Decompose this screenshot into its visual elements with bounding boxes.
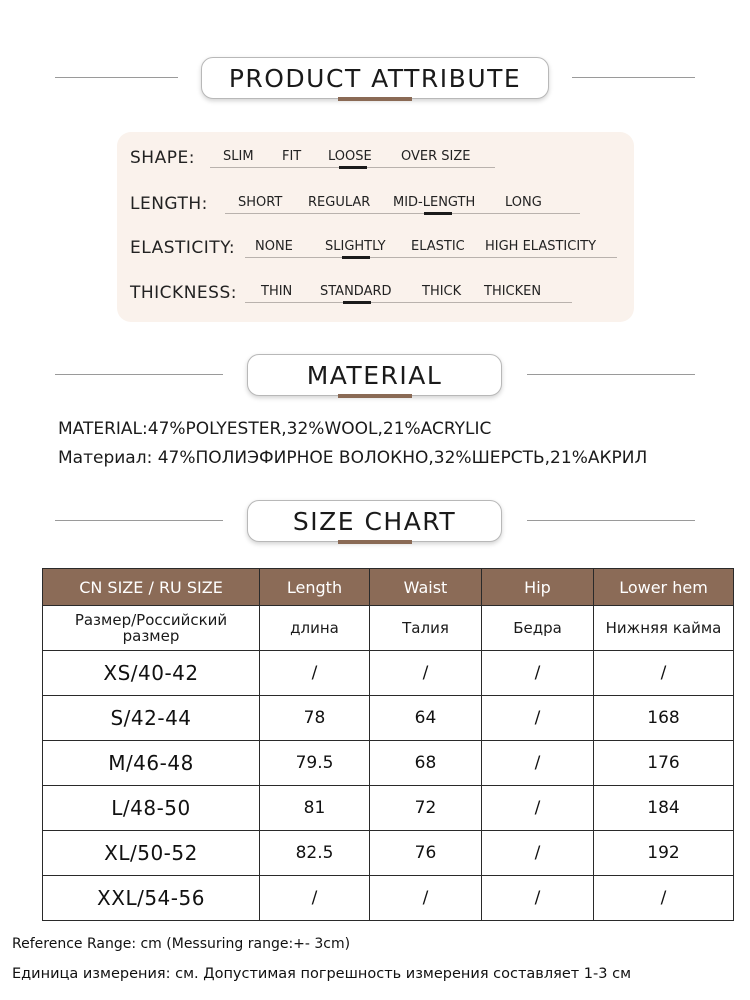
column-subheader: Нижняя кайма — [594, 606, 734, 651]
attr-label-elasticity: ELASTICITY: — [130, 238, 236, 258]
divider-right — [527, 520, 695, 521]
product-attribute-title — [201, 57, 549, 99]
attr-rule — [245, 302, 572, 303]
size-cell: M/46-48 — [43, 741, 260, 786]
table-cell: 78 — [260, 696, 370, 741]
table-cell: 82.5 — [260, 831, 370, 876]
attr-option: NONE — [255, 239, 293, 254]
attr-option: SLIM — [223, 149, 254, 164]
table-cell: / — [370, 651, 482, 696]
title-accent-bar — [338, 394, 412, 398]
table-row — [43, 786, 734, 831]
size-chart-table — [42, 568, 734, 921]
attr-option-selected: LOOSE — [328, 149, 372, 164]
table-cell: / — [482, 741, 594, 786]
table-row — [43, 876, 734, 921]
size-cell: XL/50-52 — [43, 831, 260, 876]
attr-option: THIN — [261, 284, 293, 299]
table-cell: 76 — [370, 831, 482, 876]
title-accent-bar — [338, 97, 412, 101]
table-cell: 79.5 — [260, 741, 370, 786]
material-ru-value: 47%ПОЛИЭФИРНОЕ ВОЛОКНО,32%ШЕРСТЬ,21%АКРИЛ — [157, 448, 648, 468]
table-cell: 81 — [260, 786, 370, 831]
column-subheader: Бедра — [482, 606, 594, 651]
table-cell: 184 — [594, 786, 734, 831]
attr-option: FIT — [282, 149, 302, 164]
attr-label-thickness: THICKNESS: — [130, 283, 237, 303]
attr-option-selected: SLIGHTLY — [325, 239, 386, 254]
material-title-text: MATERIAL — [306, 360, 443, 390]
column-header: Waist — [370, 569, 482, 606]
table-row — [43, 696, 734, 741]
material-en-value: 47%POLYESTER,32%WOOL,21%ACRYLIC — [147, 419, 492, 439]
divider-left — [55, 374, 223, 375]
table-cell: / — [482, 651, 594, 696]
table-header-row — [43, 569, 734, 606]
table-cell: / — [370, 876, 482, 921]
size-chart-title — [247, 500, 502, 542]
size-cell: XS/40-42 — [43, 651, 260, 696]
table-cell: / — [482, 786, 594, 831]
table-row — [43, 651, 734, 696]
material-ru — [58, 448, 647, 468]
divider-right — [572, 77, 695, 78]
table-cell: 68 — [370, 741, 482, 786]
attr-rule — [225, 213, 580, 214]
table-cell: / — [482, 876, 594, 921]
table-cell: / — [482, 831, 594, 876]
table-cell: / — [482, 696, 594, 741]
size-cell: S/42-44 — [43, 696, 260, 741]
attr-option: LONG — [505, 195, 542, 210]
attr-option: REGULAR — [308, 195, 371, 210]
attr-label-shape: SHAPE: — [130, 148, 195, 168]
attr-option-selected: STANDARD — [320, 284, 392, 299]
table-cell: 176 — [594, 741, 734, 786]
divider-left — [55, 77, 178, 78]
attr-rule — [245, 257, 617, 258]
table-cell: 168 — [594, 696, 734, 741]
table-cell: / — [594, 876, 734, 921]
table-cell: 192 — [594, 831, 734, 876]
selected-underline — [342, 256, 370, 259]
table-row — [43, 741, 734, 786]
table-subheader-row — [43, 606, 734, 651]
attr-option: THICK — [422, 284, 462, 299]
material-en-label: MATERIAL: — [58, 419, 148, 439]
column-header: Lower hem — [594, 569, 734, 606]
column-header: CN SIZE / RU SIZE — [43, 569, 260, 606]
column-header: Length — [260, 569, 370, 606]
table-row — [43, 831, 734, 876]
material-ru-label: Материал: — [58, 448, 153, 468]
attr-option: HIGH ELASTICITY — [485, 239, 597, 254]
title-accent-bar — [338, 540, 412, 544]
attr-option-selected: MID-LENGTH — [393, 195, 476, 210]
table-cell: 72 — [370, 786, 482, 831]
column-subheader: Размер/Российский размер — [43, 606, 260, 651]
attr-option: OVER SIZE — [401, 149, 471, 164]
product-attribute-title-text: PRODUCT ATTRIBUTE — [228, 63, 522, 93]
selected-underline — [339, 166, 367, 169]
attr-option: THICKEN — [484, 284, 542, 299]
divider-left — [55, 520, 223, 521]
column-subheader: длина — [260, 606, 370, 651]
table-cell: / — [594, 651, 734, 696]
size-chart-title-text: SIZE CHART — [292, 506, 457, 536]
material-title — [247, 354, 502, 396]
size-cell: L/48-50 — [43, 786, 260, 831]
attr-option: SHORT — [238, 195, 283, 210]
size-cell: XXL/54-56 — [43, 876, 260, 921]
column-header: Hip — [482, 569, 594, 606]
attr-label-length: LENGTH: — [130, 194, 208, 214]
material-en — [58, 419, 491, 439]
column-subheader: Талия — [370, 606, 482, 651]
table-cell: 64 — [370, 696, 482, 741]
selected-underline — [343, 301, 371, 304]
divider-right — [527, 374, 695, 375]
table-cell: / — [260, 651, 370, 696]
selected-underline — [424, 212, 452, 215]
reference-range-ru: Единица измерения: см. Допустимая погрешность измерения составляет 1-3 см — [12, 966, 632, 982]
attr-option: ELASTIC — [411, 239, 465, 254]
reference-range-en: Reference Range: cm (Messuring range:+- 3cm) — [12, 936, 351, 952]
table-cell: / — [260, 876, 370, 921]
